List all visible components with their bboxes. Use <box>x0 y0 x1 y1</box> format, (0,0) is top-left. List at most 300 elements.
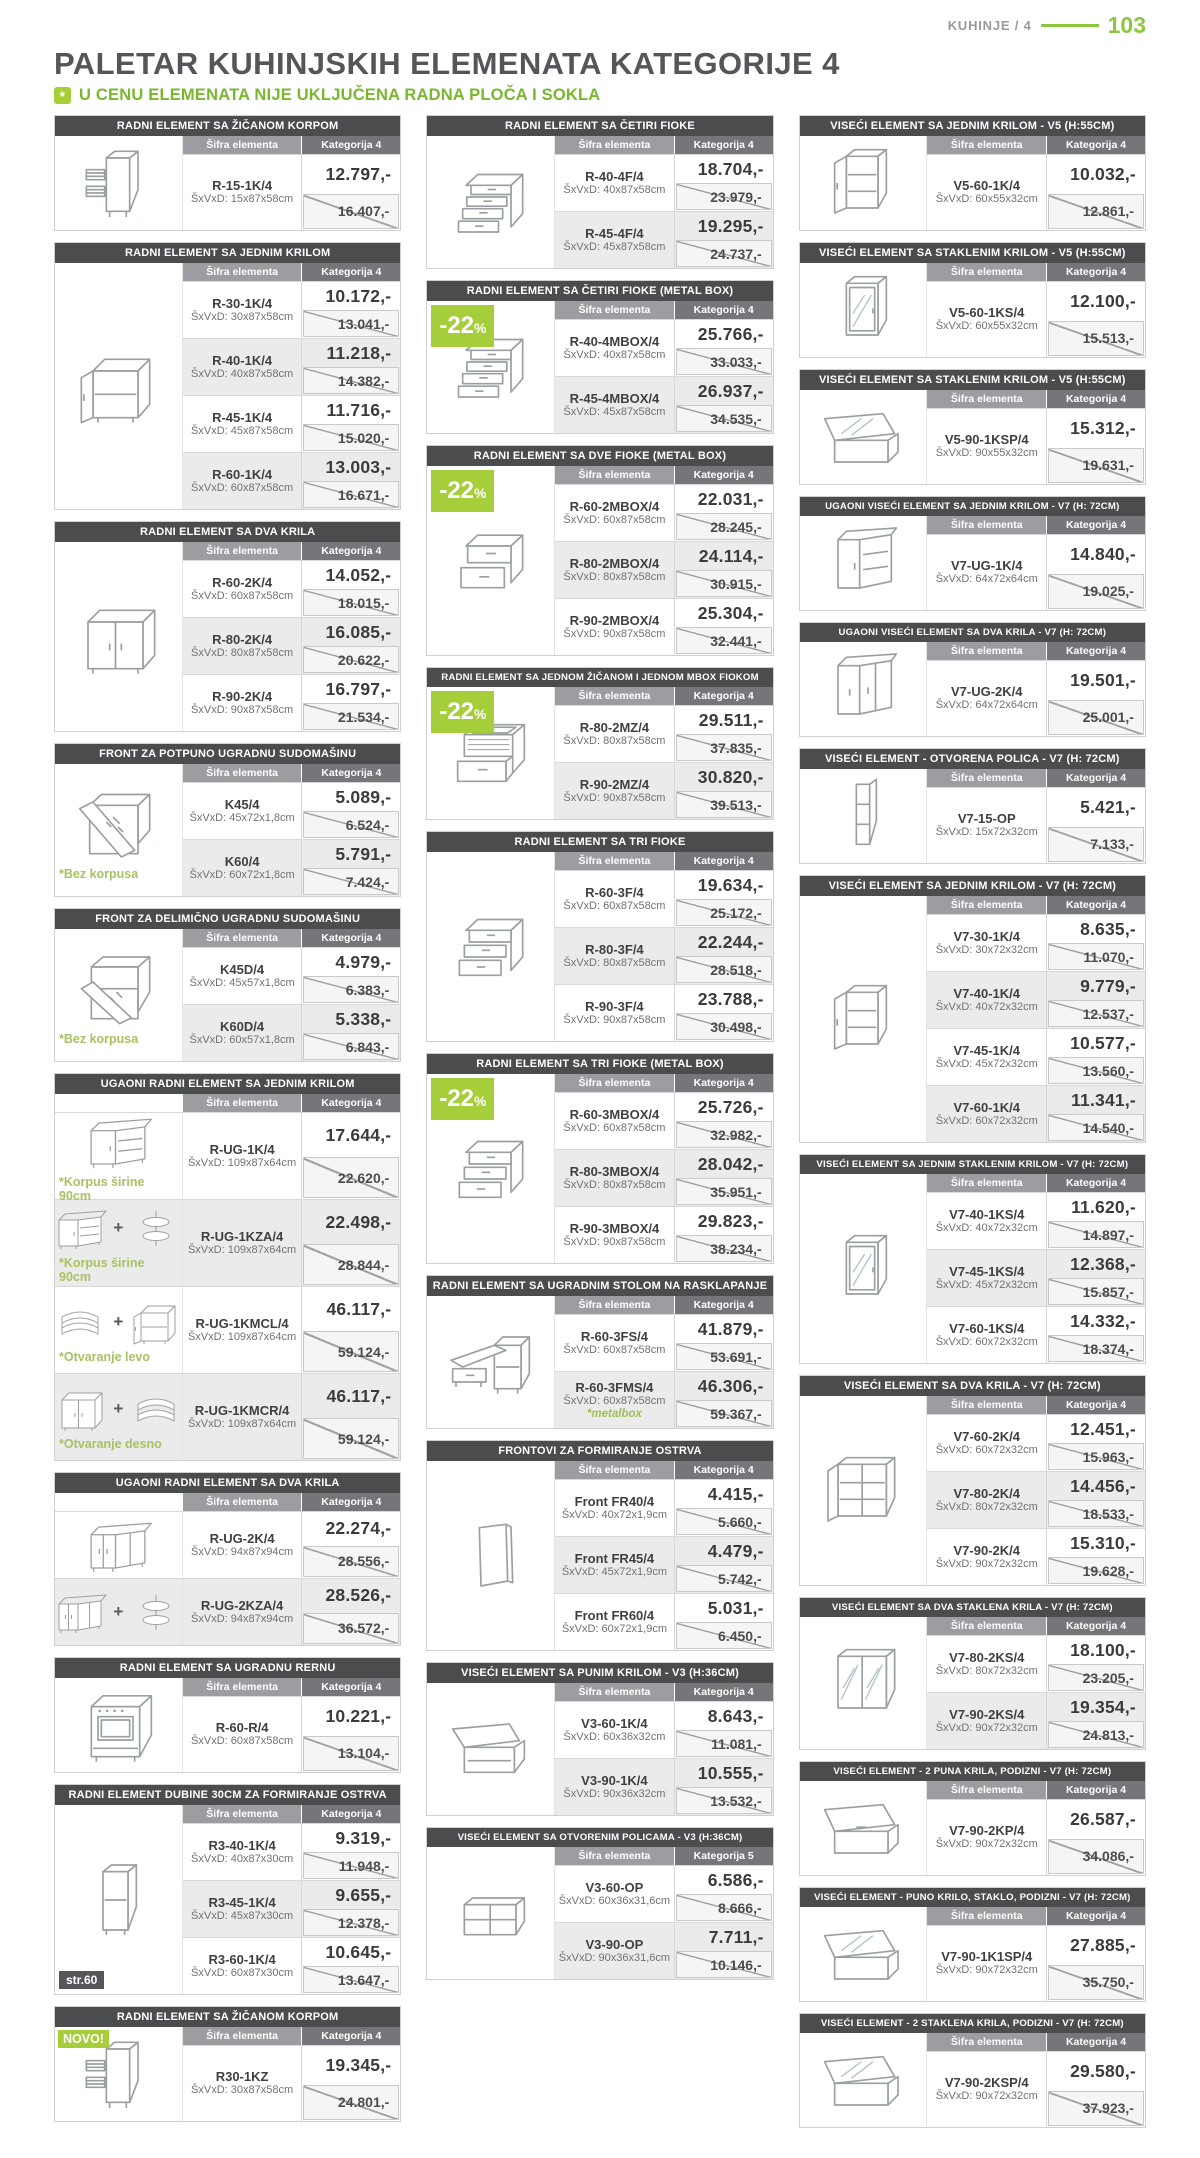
price-current: 22.274,- <box>325 1518 392 1539</box>
rows-wrap <box>55 1493 400 1645</box>
price-old: 5.742,- <box>676 1565 772 1592</box>
price-cell <box>302 1697 400 1772</box>
cabinet-image-cell <box>800 1781 928 1875</box>
price-old: 32.982,- <box>676 1121 772 1148</box>
wall-2-glass-doors-illustration <box>813 1640 913 1726</box>
product-code: V7-60-2K/4 <box>953 1428 1020 1444</box>
cabinet-illustrations <box>79 1109 157 1173</box>
wall-flip-glass-illustration <box>813 2037 913 2123</box>
code-cell <box>183 1697 303 1772</box>
page-subtitle-text: U CENU ELEMENATA NIJE UKLJUČENA RADNA PLOČA I SOKLA <box>79 86 601 104</box>
product-dims: ŠxVxD: 40x72x32cm <box>935 1221 1038 1234</box>
product-table <box>799 1597 1146 1750</box>
price-old: 34.535,- <box>676 405 772 432</box>
cabinet-image-cell <box>800 642 928 736</box>
code-header: Šifra elementa <box>183 136 303 154</box>
product-code: Front FR60/4 <box>574 1607 655 1623</box>
code-cell <box>183 1512 303 1578</box>
image-note: *Korpus širine 90cm <box>59 1175 145 1203</box>
product-dims: ŠxVxD: 90x72x32cm <box>935 1557 1038 1570</box>
category-header: Kategorija 4 <box>675 687 773 705</box>
table-row <box>927 1085 1145 1142</box>
table-row <box>555 154 773 211</box>
category-header: Kategorija 4 <box>1047 896 1145 914</box>
category-header: Kategorija 4 <box>1047 1781 1145 1799</box>
code-cell <box>183 453 303 509</box>
price-cell <box>1047 661 1145 736</box>
wire-basket-cabinet-illustration <box>68 140 168 226</box>
product-code: V3-60-OP <box>585 1879 644 1895</box>
code-header: Šifra elementa <box>183 764 303 782</box>
price-current: 41.879,- <box>697 1318 764 1339</box>
price-cell <box>302 396 400 452</box>
rows-wrap <box>927 1617 1145 1749</box>
code-cell <box>183 155 303 230</box>
page-number: 103 <box>1107 11 1146 38</box>
code-header: Šifra elementa <box>183 1805 303 1823</box>
product-dims: ŠxVxD: 30x87x58cm <box>191 2084 294 2097</box>
price-cell <box>1047 1086 1145 1142</box>
price-cell <box>675 985 773 1041</box>
price-cell <box>1047 282 1145 357</box>
code-cell <box>183 1200 303 1286</box>
price-current: 10.172,- <box>325 285 392 306</box>
cabinet-image-cell <box>55 1113 183 1203</box>
table-row <box>555 484 773 541</box>
price-cell <box>302 1824 400 1880</box>
price-cell <box>1047 155 1145 230</box>
table-title: VISEĆI ELEMENT - 2 PUNA KRILA, PODIZNI - V7 (H: 72CM) <box>800 1762 1145 1781</box>
rows-wrap <box>927 1174 1145 1363</box>
table-row <box>55 1511 400 1578</box>
price-old: 19.631,- <box>1048 448 1144 483</box>
price-current: 12.368,- <box>1070 1253 1136 1274</box>
image-note: *Bez korpusa <box>59 1032 139 1046</box>
price-old: 19.628,- <box>1048 1557 1144 1584</box>
product-dims: ŠxVxD: 60x72x1,9cm <box>561 1622 667 1635</box>
price-old: 18.015,- <box>303 589 399 616</box>
code-header: Šifra elementa <box>927 1174 1047 1192</box>
cabinet-image-cell <box>427 1461 555 1650</box>
price-old: 59.124,- <box>303 1418 399 1459</box>
price-old: 38.234,- <box>676 1235 772 1262</box>
product-code: R-60-R/4 <box>215 1720 269 1736</box>
table-body <box>55 1678 400 1772</box>
table-body <box>800 136 1145 230</box>
category-header: Kategorija 4 <box>1047 1617 1145 1635</box>
code-cell <box>183 561 303 617</box>
price-current: 14.456,- <box>1070 1475 1136 1496</box>
product-dims: ŠxVxD: 45x72x32cm <box>935 1057 1038 1070</box>
price-cell <box>675 1759 773 1815</box>
price-current: 19.634,- <box>697 874 764 895</box>
code-cell <box>555 1480 675 1536</box>
corner-cabinet-2-doors-illustration <box>79 1513 157 1577</box>
product-code: R-60-3MBOX/4 <box>569 1106 660 1122</box>
price-cell <box>1047 1029 1145 1085</box>
product-code: R-15-1K/4 <box>212 178 273 194</box>
product-code: R-45-4F/4 <box>585 225 644 241</box>
cabinet-image-cell <box>427 1074 555 1263</box>
price-old: 28.245,- <box>676 513 772 540</box>
code-cell <box>927 1415 1047 1471</box>
code-header: Šifra elementa <box>555 1296 675 1314</box>
plus-sign: + <box>113 1218 124 1237</box>
product-dims: ŠxVxD: 90x72x32cm <box>935 2090 1038 2103</box>
table-body <box>427 1461 772 1650</box>
price-old: 19.025,- <box>1048 574 1144 609</box>
wall-2-doors-illustration <box>813 1448 913 1534</box>
product-table <box>426 667 773 820</box>
column-headers <box>927 1781 1145 1799</box>
table-row <box>183 839 401 896</box>
product-dims: ŠxVxD: 90x36x32cm <box>563 1787 666 1800</box>
cabinet-image-cell <box>55 1374 183 1460</box>
price-cell <box>302 1200 400 1286</box>
cabinet-image-cell <box>55 136 183 230</box>
price-current: 14.840,- <box>1070 543 1136 564</box>
price-cell <box>1047 1693 1145 1749</box>
category-header: Kategorija 4 <box>302 1805 400 1823</box>
table-row <box>183 1937 401 1994</box>
product-code: V5-60-1KS/4 <box>949 305 1025 321</box>
table-body <box>800 1907 1145 2001</box>
product-code: V7-90-1K1SP/4 <box>941 1949 1033 1965</box>
code-cell <box>555 485 675 541</box>
price-old: 37.835,- <box>676 734 772 761</box>
code-cell <box>183 618 303 674</box>
column-headers <box>183 1805 401 1823</box>
product-table <box>799 875 1146 1143</box>
product-code: R-80-2MZ/4 <box>579 719 650 735</box>
product-table <box>426 1827 773 1980</box>
price-old: 33.033,- <box>676 348 772 375</box>
corner-wall-1-door-illustration <box>813 520 913 606</box>
table-row <box>927 2051 1145 2127</box>
cabinet-image-cell <box>55 1512 183 1578</box>
price-cell <box>302 2046 400 2121</box>
price-current: 25.726,- <box>697 1096 764 1117</box>
product-code: R-90-2K/4 <box>212 688 273 704</box>
table-row <box>555 870 773 927</box>
table-row <box>555 598 773 655</box>
oven-cabinet-illustration <box>68 1682 168 1768</box>
price-cell <box>302 339 400 395</box>
product-dims: ŠxVxD: 90x72x32cm <box>935 1838 1038 1851</box>
table-row <box>555 1479 773 1536</box>
column-headers <box>555 466 773 484</box>
price-old: 11.948,- <box>303 1852 399 1879</box>
price-current: 19.295,- <box>697 215 764 236</box>
product-code: V3-90-OP <box>585 1936 644 1952</box>
price-current: 10.645,- <box>325 1941 392 1962</box>
price-current: 8.643,- <box>707 1705 764 1726</box>
price-cell <box>1047 409 1145 484</box>
price-old: 36.572,- <box>303 1613 399 1644</box>
product-code: R30-1KZ <box>215 2069 269 2085</box>
table-title: RADNI ELEMENT SA JEDNOM ŽIČANOM I JEDNOM MBOX FIOKOM <box>427 668 772 687</box>
category-header: Kategorija 4 <box>1047 1174 1145 1192</box>
cabinet-image-cell <box>55 764 183 896</box>
price-old: 13.560,- <box>1048 1057 1144 1084</box>
code-cell <box>927 1029 1047 1085</box>
price-current: 5.791,- <box>335 843 392 864</box>
table-row <box>927 1028 1145 1085</box>
cabinet-image-cell <box>800 2033 928 2127</box>
column-headers <box>55 1493 400 1511</box>
price-cell <box>1047 915 1145 971</box>
cabinet-image-cell <box>800 896 928 1142</box>
code-cell <box>927 155 1047 230</box>
table-row <box>183 395 401 452</box>
price-old: 18.533,- <box>1048 1500 1144 1527</box>
column-headers <box>927 769 1145 787</box>
price-old: 14.382,- <box>303 367 399 394</box>
cabinet-illustrations <box>50 1296 186 1348</box>
table-row <box>555 1536 773 1593</box>
product-table <box>799 2013 1146 2128</box>
rows-wrap <box>183 1805 401 1994</box>
product-dims: ŠxVxD: 90x87x58cm <box>563 627 666 640</box>
table-body <box>800 896 1145 1142</box>
price-old: 25.001,- <box>1048 700 1144 735</box>
price-current: 10.221,- <box>325 1705 392 1726</box>
price-current: 19.501,- <box>1070 669 1136 690</box>
product-code: R-UG-1K/4 <box>209 1141 275 1157</box>
price-current: 46.306,- <box>697 1375 764 1396</box>
price-current: 11.716,- <box>326 399 392 420</box>
product-table <box>799 1761 1146 1876</box>
table-body <box>427 466 772 655</box>
table-row <box>183 1823 401 1880</box>
price-current: 29.823,- <box>697 1210 764 1231</box>
price-old: 12.378,- <box>303 1909 399 1936</box>
price-current: 4.415,- <box>707 1483 764 1504</box>
price-current: 12.451,- <box>1070 1418 1136 1439</box>
price-cell <box>302 618 400 674</box>
table-row <box>183 560 401 617</box>
product-dims: ŠxVxD: 64x72x64cm <box>935 573 1038 586</box>
cabinet-image-cell <box>800 1617 928 1749</box>
code-cell <box>555 1093 675 1149</box>
category-header: Kategorija 4 <box>302 2027 400 2045</box>
product-dims: ŠxVxD: 90x55x32cm <box>935 447 1038 460</box>
product-dims: ŠxVxD: 60x72x32cm <box>935 1335 1038 1348</box>
product-dims: ŠxVxD: 109x87x64cm <box>187 1330 297 1343</box>
product-dims: ŠxVxD: 15x72x32cm <box>935 826 1038 839</box>
category-header: Kategorija 4 <box>1047 263 1145 281</box>
product-dims: ŠxVxD: 60x87x58cm <box>563 1343 666 1356</box>
table-row <box>927 408 1145 484</box>
product-code: V7-UG-2K/4 <box>950 684 1023 700</box>
price-cell <box>1047 1307 1145 1363</box>
cabinet-image-cell <box>800 390 928 484</box>
product-code: R3-45-1K/4 <box>208 1894 276 1910</box>
table-title: UGAONI VISEĆI ELEMENT SA DVA KRILA - V7 (H: 72CM) <box>800 623 1145 642</box>
code-cell <box>183 339 303 395</box>
island-depth30-cabinet-illustration <box>68 1857 168 1943</box>
price-old: 15.857,- <box>1048 1278 1144 1305</box>
code-cell <box>183 1881 303 1937</box>
price-cell <box>1047 972 1145 1028</box>
price-old: 59.367,- <box>676 1400 772 1427</box>
price-old: 35.951,- <box>676 1178 772 1205</box>
code-cell <box>555 599 675 655</box>
price-current: 5.338,- <box>335 1008 392 1029</box>
discount-badge: -22% <box>431 1078 494 1120</box>
table-title: VISEĆI ELEMENT - 2 STAKLENA KRILA, PODIZNI - V7 (H: 72CM) <box>800 2014 1145 2033</box>
table-row <box>183 2045 401 2121</box>
table-row <box>555 1314 773 1371</box>
column-headers <box>927 1174 1145 1192</box>
table-title: VISEĆI ELEMENT - OTVORENA POLICA - V7 (H: 72CM) <box>800 749 1145 769</box>
price-current: 12.797,- <box>325 163 392 184</box>
code-cell <box>555 542 675 598</box>
rows-wrap <box>555 136 773 268</box>
image-note: *Korpus širine 90cm <box>59 1256 145 1284</box>
product-dims: ŠxVxD: 40x87x58cm <box>563 348 666 361</box>
product-dims: ŠxVxD: 90x72x32cm <box>935 1721 1038 1734</box>
product-dims: ŠxVxD: 90x87x58cm <box>563 1013 666 1026</box>
cabinet-image-cell <box>427 687 555 819</box>
cabinet-image-cell <box>55 542 183 731</box>
open-shelf-15-illustration <box>813 773 913 859</box>
code-header: Šifra elementa <box>927 769 1047 787</box>
product-code: R-45-1K/4 <box>212 409 273 425</box>
table-title: RADNI ELEMENT SA ČETIRI FIOKE <box>427 116 772 136</box>
code-cell <box>927 1250 1047 1306</box>
cabinet-image-cell <box>55 1200 183 1286</box>
product-code: R-80-2MBOX/4 <box>569 555 660 571</box>
price-old: 8.666,- <box>676 1894 772 1921</box>
code-cell <box>927 661 1047 736</box>
price-old: 13.532,- <box>676 1787 772 1814</box>
table-row <box>927 1249 1145 1306</box>
category-header: Kategorija 4 <box>302 1678 400 1696</box>
product-code: V7-UG-1K/4 <box>950 558 1023 574</box>
code-cell <box>927 409 1047 484</box>
carousel-shelf-illustration <box>126 1586 186 1638</box>
rows-wrap <box>927 2033 1145 2127</box>
table-row <box>927 1925 1145 2001</box>
product-code: K45/4 <box>224 796 260 812</box>
category-header: Kategorija 4 <box>1047 642 1145 660</box>
table-title: FRONT ZA POTPUNO UGRADNU SUDOMAŠINU <box>55 744 400 764</box>
cabinet-illustrations <box>50 1202 186 1254</box>
table-body <box>800 263 1145 357</box>
price-old: 14.540,- <box>1048 1114 1144 1141</box>
price-old: 30.915,- <box>676 570 772 597</box>
price-current: 6.586,- <box>707 1869 764 1890</box>
product-code: R-UG-1KMCR/4 <box>194 1402 290 1418</box>
cabinet-image-cell <box>55 1805 183 1994</box>
code-cell <box>927 1800 1047 1875</box>
product-code: V3-60-1K/4 <box>581 1715 648 1731</box>
product-table <box>799 242 1146 358</box>
table-title: VISEĆI ELEMENT - PUNO KRILO, STAKLO, PODIZNI - V7 (H: 72CM) <box>800 1888 1145 1907</box>
product-code: R-UG-2KZA/4 <box>200 1597 284 1613</box>
island-front-panel-illustration <box>441 1513 541 1599</box>
catalog-column-1 <box>54 115 401 2122</box>
price-current: 4.479,- <box>707 1540 764 1561</box>
code-header: Šifra elementa <box>555 852 675 870</box>
product-code: R-60-2K/4 <box>212 574 273 590</box>
product-table <box>54 521 401 732</box>
price-old: 28.556,- <box>303 1546 399 1577</box>
price-old: 6.383,- <box>303 976 399 1003</box>
product-code: K60/4 <box>224 853 260 869</box>
table-row <box>555 1701 773 1758</box>
price-old: 35.750,- <box>1048 1965 1144 2000</box>
cabinet-image-cell <box>427 1683 555 1815</box>
product-table <box>426 280 773 434</box>
product-table <box>799 1887 1146 2002</box>
product-code: R3-60-1K/4 <box>208 1951 276 1967</box>
price-current: 11.620,- <box>1071 1196 1136 1217</box>
product-dims: ŠxVxD: 60x87x58cm <box>563 1121 666 1134</box>
product-table <box>54 1657 401 1773</box>
table-title: RADNI ELEMENT SA ŽIČANOM KORPOM <box>55 116 400 136</box>
price-cell <box>302 453 400 509</box>
plus-sign: + <box>113 1602 124 1621</box>
product-dims: ŠxVxD: 45x87x58cm <box>563 240 666 253</box>
table-title: RADNI ELEMENT SA ČETIRI FIOKE (METAL BOX) <box>427 281 772 301</box>
code-header: Šifra elementa <box>927 136 1047 154</box>
product-dims: ŠxVxD: 80x72x32cm <box>935 1500 1038 1513</box>
code-cell <box>183 1287 303 1373</box>
rows-wrap <box>927 1907 1145 2001</box>
price-cell <box>675 706 773 762</box>
code-header: Šifra elementa <box>927 516 1047 534</box>
price-current: 26.937,- <box>697 380 764 401</box>
product-dims: ŠxVxD: 64x72x64cm <box>935 699 1038 712</box>
price-old: 21.534,- <box>303 703 399 730</box>
code-cell <box>183 2046 303 2121</box>
corner-wall-2-doors-illustration <box>813 646 913 732</box>
rows-wrap <box>927 642 1145 736</box>
price-old: 6.450,- <box>676 1622 772 1649</box>
price-current: 18.704,- <box>697 158 764 179</box>
product-dims: ŠxVxD: 90x72x32cm <box>935 1964 1038 1977</box>
table-body <box>55 764 400 896</box>
product-dims: ŠxVxD: 80x72x32cm <box>935 1664 1038 1677</box>
product-code: V3-90-1K/4 <box>581 1772 648 1788</box>
table-title: VISEĆI ELEMENT SA STAKLENIM KRILOM - V5 (H:55CM) <box>800 243 1145 263</box>
product-dims: ŠxVxD: 60x36x32cm <box>563 1730 666 1743</box>
product-dims: ŠxVxD: 60x87x30cm <box>191 1966 294 1979</box>
code-header: Šifra elementa <box>927 896 1047 914</box>
catalog-column-3 <box>799 115 1146 2128</box>
table-body <box>800 2033 1145 2127</box>
table-title: VISEĆI ELEMENT SA DVA KRILA - V7 (H: 72CM) <box>800 1376 1145 1396</box>
table-body <box>55 542 400 731</box>
price-cell <box>675 1480 773 1536</box>
wall-glass-door-illustration <box>813 1226 913 1312</box>
product-table <box>54 242 401 510</box>
table-body <box>427 136 772 268</box>
code-cell <box>927 1307 1047 1363</box>
code-header: Šifra elementa <box>183 1493 303 1511</box>
table-title: RADNI ELEMENT SA UGRADNU RERNU <box>55 1658 400 1678</box>
product-table <box>54 1784 401 1995</box>
wall-flip-glass-illustration <box>813 1911 913 1997</box>
base-cabinet-1-door-illustration <box>68 343 168 429</box>
price-old: 15.513,- <box>1048 321 1144 356</box>
product-table <box>426 1053 773 1264</box>
price-cell <box>302 1579 400 1645</box>
price-cell <box>302 948 400 1004</box>
table-body <box>800 1617 1145 1749</box>
